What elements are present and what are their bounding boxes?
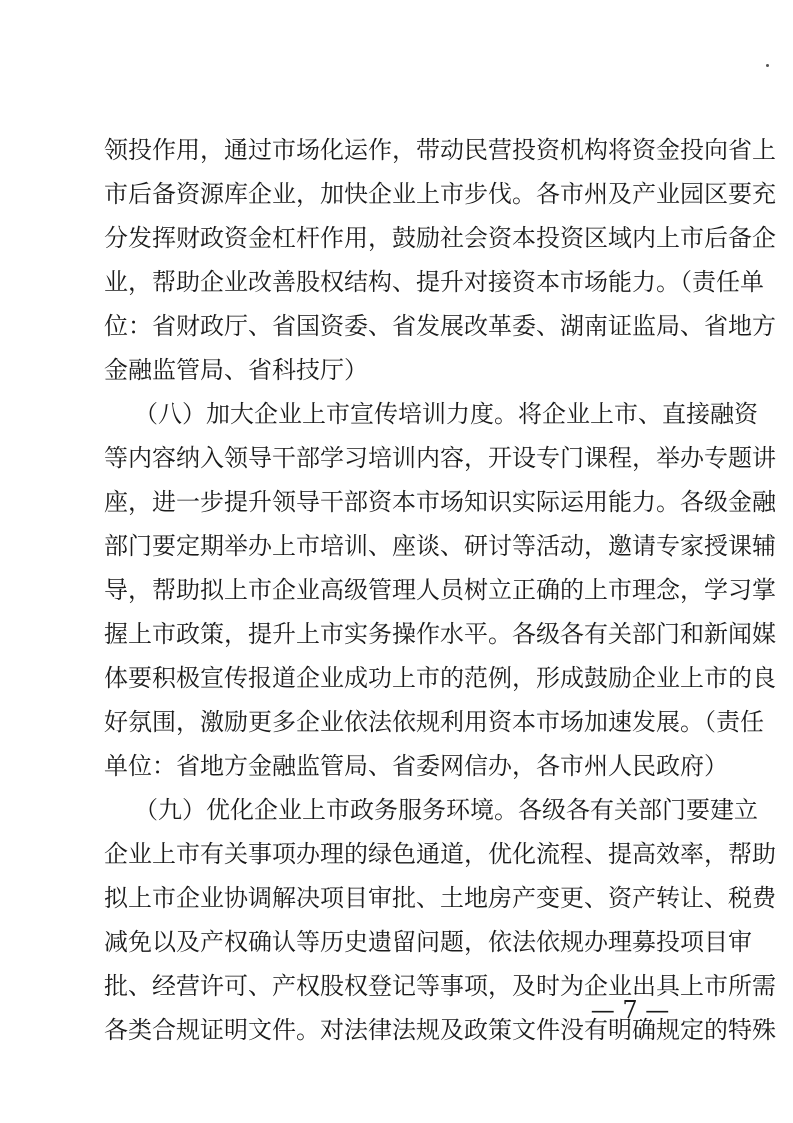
- text-line: 单位：省地方金融监管局、省委网信办，各市州人民政府）: [104, 752, 728, 780]
- text-line: 企业上市有关事项办理的绿色通道，优化流程、提高效率，帮助: [104, 840, 776, 868]
- text-line: 批、经营许可、产权股权登记等事项，及时为企业出具上市所需: [104, 972, 776, 1000]
- text-line: 减免以及产权确认等历史遗留问题，依法依规办理募投项目审: [104, 928, 752, 956]
- scan-artifact: [766, 64, 769, 67]
- text-line: 握上市政策，提升上市实务操作水平。各级各有关部门和新闻媒: [104, 620, 776, 648]
- text-line: 分发挥财政资金杠杆作用，鼓励社会资本投资区域内上市后备企: [104, 224, 776, 252]
- text-line: 金融监管局、省科技厅）: [104, 356, 368, 384]
- section-heading-line: （八）加大企业上市宣传培训力度。将企业上市、直接融资: [134, 400, 758, 428]
- text-line: 体要积极宣传报道企业成功上市的范例，形成鼓励企业上市的良: [104, 664, 776, 692]
- section-heading-line: （九）优化企业上市政务服务环境。各级各有关部门要建立: [134, 796, 758, 824]
- text-line: 座，进一步提升领导干部资本市场知识实际运用能力。各级金融: [104, 488, 776, 516]
- text-line: 部门要定期举办上市培训、座谈、研讨等活动，邀请专家授课辅: [104, 532, 776, 560]
- text-line: 拟上市企业协调解决项目审批、土地房产变更、资产转让、税费: [104, 884, 776, 912]
- text-line: 市后备资源库企业，加快企业上市步伐。各市州及产业园区要充: [104, 180, 776, 208]
- text-line: 各类合规证明文件。对法律法规及政策文件没有明确规定的特殊: [104, 1016, 776, 1044]
- text-line: 领投作用，通过市场化运作，带动民营投资机构将资金投向省上: [104, 136, 776, 164]
- text-line: 位：省财政厅、省国资委、省发展改革委、湖南证监局、省地方: [104, 312, 776, 340]
- text-line: 导，帮助拟上市企业高级管理人员树立正确的上市理念，学习掌: [104, 576, 776, 604]
- text-line: 等内容纳入领导干部学习培训内容，开设专门课程，举办专题讲: [104, 444, 776, 472]
- text-line: 好氛围，激励更多企业依法依规利用资本市场加速发展。（责任: [104, 708, 764, 736]
- text-line: 业，帮助企业改善股权结构、提升对接资本市场能力。（责任单: [104, 268, 764, 296]
- page-number: — 7 —: [590, 996, 670, 1024]
